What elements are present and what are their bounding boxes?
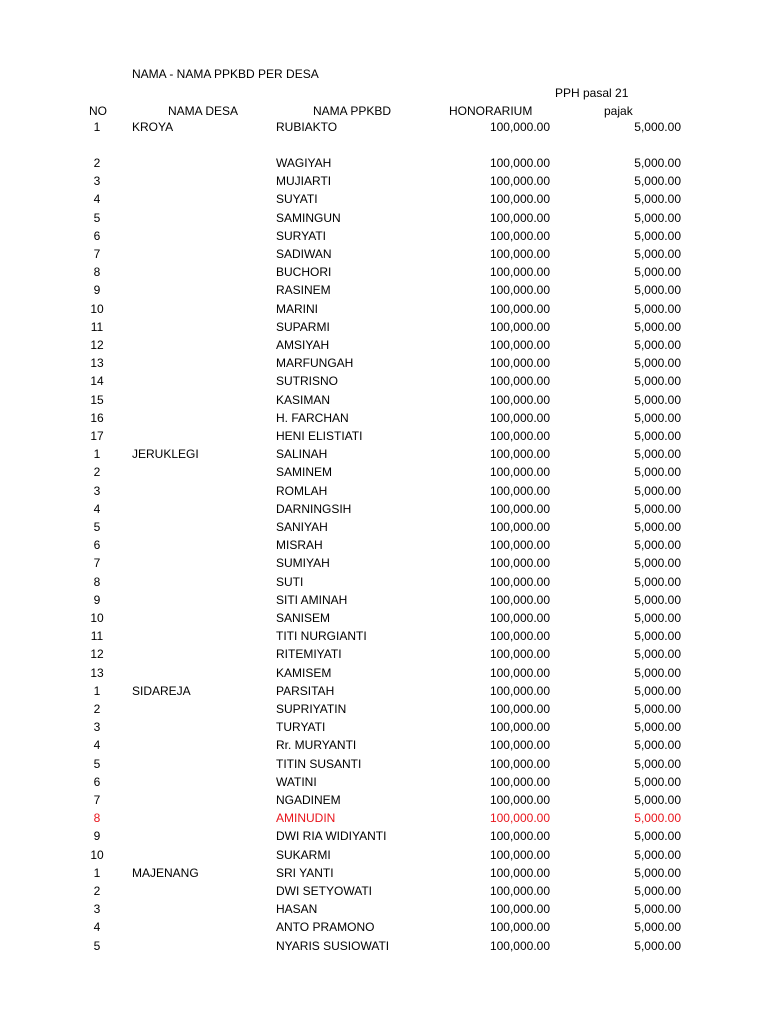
table-row: [0, 591, 768, 609]
row-nama-ppkbd: Rr. MURYANTI: [276, 738, 357, 753]
row-honorarium: 100,000.00: [489, 884, 550, 898]
row-pajak: 5,000.00: [634, 174, 681, 189]
row-nama-ppkbd: PARSITAH: [276, 683, 335, 698]
row-honorarium: 100,000.00: [489, 374, 550, 389]
row-honorarium: 100,000.00: [489, 392, 550, 407]
row-nama-ppkbd: RASINEM: [276, 283, 331, 298]
row-honorarium: 100,000.00: [489, 120, 550, 134]
row-number: 1: [93, 683, 101, 698]
table-row: [0, 536, 768, 554]
row-pajak: 5,000.00: [634, 319, 681, 334]
table-row: [0, 227, 768, 245]
row-pajak: 5,000.00: [634, 283, 681, 298]
row-pajak: 5,000.00: [634, 429, 681, 443]
table-row: [0, 827, 768, 845]
row-number: 2: [93, 156, 101, 170]
row-nama-ppkbd: TITIN SUSANTI: [276, 756, 362, 771]
table-row: [0, 718, 768, 736]
table-row: [0, 172, 768, 190]
row-nama-ppkbd: SAMINGUN: [276, 210, 341, 225]
row-honorarium: 100,000.00: [489, 483, 550, 498]
row-honorarium: 100,000.00: [489, 447, 550, 462]
table-row: [0, 918, 768, 936]
row-number: 1: [93, 865, 101, 880]
row-pajak: 5,000.00: [634, 811, 681, 826]
table-row: [0, 336, 768, 354]
row-honorarium: 100,000.00: [489, 429, 550, 443]
row-honorarium: 100,000.00: [489, 410, 550, 425]
row-pajak: 5,000.00: [634, 556, 681, 571]
row-nama-ppkbd: SAMINEM: [276, 465, 333, 480]
row-number: 8: [93, 265, 101, 280]
row-number: 1: [93, 120, 101, 134]
row-pajak: 5,000.00: [634, 629, 681, 644]
row-number: 11: [90, 629, 104, 644]
row-number: 9: [93, 592, 101, 607]
row-nama-ppkbd: MARINI: [276, 301, 318, 316]
table-row: [0, 118, 768, 136]
row-number: 5: [93, 520, 101, 534]
row-honorarium: 100,000.00: [489, 920, 550, 935]
table-row: [0, 609, 768, 627]
row-nama-ppkbd: HENI ELISTIATI: [276, 429, 363, 443]
row-pajak: 5,000.00: [634, 338, 681, 352]
row-number: 17: [90, 429, 104, 443]
row-nama-ppkbd: SUPRIYATIN: [276, 702, 347, 716]
row-pajak: 5,000.00: [634, 356, 681, 371]
row-honorarium: 100,000.00: [489, 665, 550, 680]
row-number: 4: [93, 501, 101, 516]
row-pajak: 5,000.00: [634, 920, 681, 935]
row-nama-ppkbd: ROMLAH: [276, 483, 328, 498]
table-row: [0, 154, 768, 172]
document-title: NAMA - NAMA PPKBD PER DESA: [132, 67, 319, 81]
row-number: 13: [90, 356, 104, 371]
table-row: [0, 372, 768, 390]
row-nama-ppkbd: WAGIYAH: [276, 156, 332, 170]
row-nama-ppkbd: KASIMAN: [276, 392, 331, 407]
table-row: [0, 409, 768, 427]
table-row: [0, 554, 768, 572]
row-pajak: 5,000.00: [634, 702, 681, 716]
table-row: [0, 736, 768, 754]
row-honorarium: 100,000.00: [489, 738, 550, 753]
row-honorarium: 100,000.00: [489, 319, 550, 334]
row-pajak: 5,000.00: [634, 902, 681, 917]
table-row: [0, 427, 768, 445]
row-pajak: 5,000.00: [634, 683, 681, 698]
table-row: [0, 573, 768, 591]
table-row: [0, 190, 768, 208]
row-nama-ppkbd: SUYATI: [276, 192, 318, 207]
table-row: [0, 518, 768, 536]
row-number: 3: [93, 902, 101, 917]
row-number: 10: [90, 847, 104, 862]
row-number: 3: [93, 720, 101, 735]
row-nama-ppkbd: BUCHORI: [276, 265, 332, 280]
row-honorarium: 100,000.00: [489, 301, 550, 316]
row-honorarium: 100,000.00: [489, 156, 550, 170]
row-pajak: 5,000.00: [634, 228, 681, 243]
table-row: [0, 791, 768, 809]
row-number: 6: [93, 538, 101, 553]
row-pajak: 5,000.00: [634, 538, 681, 553]
table-row: [0, 209, 768, 227]
row-number: 10: [90, 301, 104, 316]
table-row: [0, 245, 768, 263]
row-honorarium: 100,000.00: [489, 556, 550, 571]
row-number: 6: [93, 228, 101, 243]
row-honorarium: 100,000.00: [489, 611, 550, 625]
row-nama-ppkbd: SUPARMI: [276, 319, 330, 334]
row-nama-desa: SIDAREJA: [132, 683, 191, 698]
row-pajak: 5,000.00: [634, 120, 681, 134]
row-number: 5: [93, 756, 101, 771]
row-number: 7: [93, 247, 101, 261]
row-nama-ppkbd: MUJIARTI: [276, 174, 332, 189]
row-pajak: 5,000.00: [634, 465, 681, 480]
row-number: 6: [93, 774, 101, 789]
row-number: 5: [93, 938, 101, 953]
table-row: [0, 391, 768, 409]
row-nama-desa: MAJENANG: [132, 865, 199, 880]
row-honorarium: 100,000.00: [489, 720, 550, 735]
row-nama-ppkbd: AMSIYAH: [276, 338, 330, 352]
row-honorarium: 100,000.00: [489, 174, 550, 189]
row-honorarium: 100,000.00: [489, 247, 550, 261]
row-number: 13: [90, 665, 104, 680]
row-nama-ppkbd: SUTRISNO: [276, 374, 339, 389]
row-pajak: 5,000.00: [634, 829, 681, 844]
row-honorarium: 100,000.00: [489, 501, 550, 516]
row-pajak: 5,000.00: [634, 192, 681, 207]
table-row: [0, 645, 768, 663]
row-pajak: 5,000.00: [634, 665, 681, 680]
table-row: [0, 318, 768, 336]
table-row: [0, 263, 768, 281]
row-pajak: 5,000.00: [634, 520, 681, 534]
row-pajak: 5,000.00: [634, 483, 681, 498]
row-number: 7: [93, 556, 101, 571]
row-pajak: 5,000.00: [634, 447, 681, 462]
row-pajak: 5,000.00: [634, 301, 681, 316]
row-pajak: 5,000.00: [634, 720, 681, 735]
header-honorarium: HONORARIUM: [449, 104, 533, 118]
row-nama-ppkbd: NYARIS SUSIOWATI: [276, 938, 390, 953]
table-row: [0, 937, 768, 955]
row-honorarium: 100,000.00: [489, 793, 550, 807]
row-honorarium: 100,000.00: [489, 811, 550, 826]
row-nama-ppkbd: RUBIAKTO: [276, 120, 338, 134]
header-nama-desa: NAMA DESA: [168, 104, 239, 118]
row-honorarium: 100,000.00: [489, 283, 550, 298]
row-pajak: 5,000.00: [634, 774, 681, 789]
row-number: 16: [90, 410, 104, 425]
table-row: [0, 773, 768, 791]
row-nama-ppkbd: SUTI: [276, 574, 304, 589]
table-row: [0, 300, 768, 318]
row-number: 2: [93, 702, 101, 716]
row-nama-ppkbd: SITI AMINAH: [276, 592, 348, 607]
row-number: 12: [90, 647, 104, 662]
table-row: [0, 882, 768, 900]
row-honorarium: 100,000.00: [489, 574, 550, 589]
table-row: [0, 900, 768, 918]
row-honorarium: 100,000.00: [489, 338, 550, 352]
header-nama-ppkbd: NAMA PPKBD: [313, 104, 392, 118]
row-number: 3: [93, 174, 101, 189]
row-pajak: 5,000.00: [634, 847, 681, 862]
row-honorarium: 100,000.00: [489, 902, 550, 917]
row-nama-ppkbd: RITEMIYATI: [276, 647, 342, 662]
row-pajak: 5,000.00: [634, 611, 681, 625]
row-nama-desa: JERUKLEGI: [132, 447, 199, 462]
table-row: [0, 281, 768, 299]
row-honorarium: 100,000.00: [489, 629, 550, 644]
row-pajak: 5,000.00: [634, 884, 681, 898]
row-number: 4: [93, 192, 101, 207]
row-number: 3: [93, 483, 101, 498]
row-honorarium: 100,000.00: [489, 538, 550, 553]
table-row: [0, 864, 768, 882]
row-nama-ppkbd: NGADINEM: [276, 793, 341, 807]
row-nama-ppkbd: DWI RIA WIDIYANTI: [276, 829, 387, 844]
row-pajak: 5,000.00: [634, 592, 681, 607]
row-pajak: 5,000.00: [634, 501, 681, 516]
row-honorarium: 100,000.00: [489, 192, 550, 207]
table-row: [0, 500, 768, 518]
row-pajak: 5,000.00: [634, 410, 681, 425]
row-pajak: 5,000.00: [634, 265, 681, 280]
table-row: [0, 809, 768, 827]
row-nama-ppkbd: H. FARCHAN: [276, 410, 349, 425]
row-number: 9: [93, 283, 101, 298]
row-nama-ppkbd: SURYATI: [276, 228, 327, 243]
row-honorarium: 100,000.00: [489, 702, 550, 716]
row-nama-ppkbd: SRI YANTI: [276, 865, 334, 880]
row-pajak: 5,000.00: [634, 156, 681, 170]
row-honorarium: 100,000.00: [489, 683, 550, 698]
row-number: 2: [93, 465, 101, 480]
row-number: 4: [93, 920, 101, 935]
row-pajak: 5,000.00: [634, 247, 681, 261]
table-row: [0, 664, 768, 682]
row-pajak: 5,000.00: [634, 793, 681, 807]
row-honorarium: 100,000.00: [489, 356, 550, 371]
row-honorarium: 100,000.00: [489, 210, 550, 225]
table-row: [0, 463, 768, 481]
row-nama-ppkbd: SALINAH: [276, 447, 328, 462]
table-row: [0, 354, 768, 372]
row-pajak: 5,000.00: [634, 647, 681, 662]
row-pajak: 5,000.00: [634, 756, 681, 771]
row-nama-ppkbd: WATINI: [276, 774, 317, 789]
row-pajak: 5,000.00: [634, 574, 681, 589]
row-honorarium: 100,000.00: [489, 847, 550, 862]
row-number: 12: [90, 338, 104, 352]
row-pajak: 5,000.00: [634, 938, 681, 953]
row-nama-ppkbd: AMINUDIN: [276, 811, 336, 826]
header-pph-pasal-21: PPH pasal 21: [555, 86, 629, 100]
row-number: 10: [90, 611, 104, 625]
row-number: 14: [90, 374, 104, 389]
row-number: 1: [93, 447, 101, 462]
table-row: [0, 445, 768, 463]
row-nama-ppkbd: TITI NURGIANTI: [276, 629, 367, 644]
row-nama-ppkbd: TURYATI: [276, 720, 326, 735]
row-number: 4: [93, 738, 101, 753]
row-honorarium: 100,000.00: [489, 829, 550, 844]
row-honorarium: 100,000.00: [489, 938, 550, 953]
header-pajak: pajak: [604, 104, 633, 118]
table-row: [0, 846, 768, 864]
row-nama-ppkbd: HASAN: [276, 902, 318, 917]
row-number: 8: [93, 574, 101, 589]
row-number: 7: [93, 793, 101, 807]
row-nama-ppkbd: ANTO PRAMONO: [276, 920, 375, 935]
row-number: 11: [90, 319, 104, 334]
table-row: [0, 627, 768, 645]
row-honorarium: 100,000.00: [489, 774, 550, 789]
row-honorarium: 100,000.00: [489, 228, 550, 243]
row-pajak: 5,000.00: [634, 210, 681, 225]
table-row: [0, 700, 768, 718]
table-row: [0, 682, 768, 700]
row-pajak: 5,000.00: [634, 392, 681, 407]
row-honorarium: 100,000.00: [489, 647, 550, 662]
row-nama-ppkbd: SANISEM: [276, 611, 331, 625]
row-number: 9: [93, 829, 101, 844]
row-honorarium: 100,000.00: [489, 520, 550, 534]
row-nama-ppkbd: KAMISEM: [276, 665, 332, 680]
row-nama-desa: KROYA: [132, 120, 174, 134]
row-nama-ppkbd: SUMIYAH: [276, 556, 330, 571]
row-honorarium: 100,000.00: [489, 865, 550, 880]
table-row: [0, 482, 768, 500]
row-nama-ppkbd: SADIWAN: [276, 247, 332, 261]
table-row: [0, 755, 768, 773]
row-honorarium: 100,000.00: [489, 265, 550, 280]
row-honorarium: 100,000.00: [489, 756, 550, 771]
row-nama-ppkbd: DWI SETYOWATI: [276, 884, 372, 898]
row-number: 15: [90, 392, 104, 407]
row-nama-ppkbd: MARFUNGAH: [276, 356, 354, 371]
row-number: 5: [93, 210, 101, 225]
row-pajak: 5,000.00: [634, 865, 681, 880]
row-number: 8: [93, 811, 101, 826]
row-nama-ppkbd: SUKARMI: [276, 847, 331, 862]
row-nama-ppkbd: DARNINGSIH: [276, 501, 352, 516]
row-nama-ppkbd: SANIYAH: [276, 520, 328, 534]
row-number: 2: [93, 884, 101, 898]
row-pajak: 5,000.00: [634, 738, 681, 753]
row-honorarium: 100,000.00: [489, 592, 550, 607]
row-pajak: 5,000.00: [634, 374, 681, 389]
header-no: NO: [89, 104, 107, 118]
row-honorarium: 100,000.00: [489, 465, 550, 480]
row-nama-ppkbd: MISRAH: [276, 538, 323, 553]
